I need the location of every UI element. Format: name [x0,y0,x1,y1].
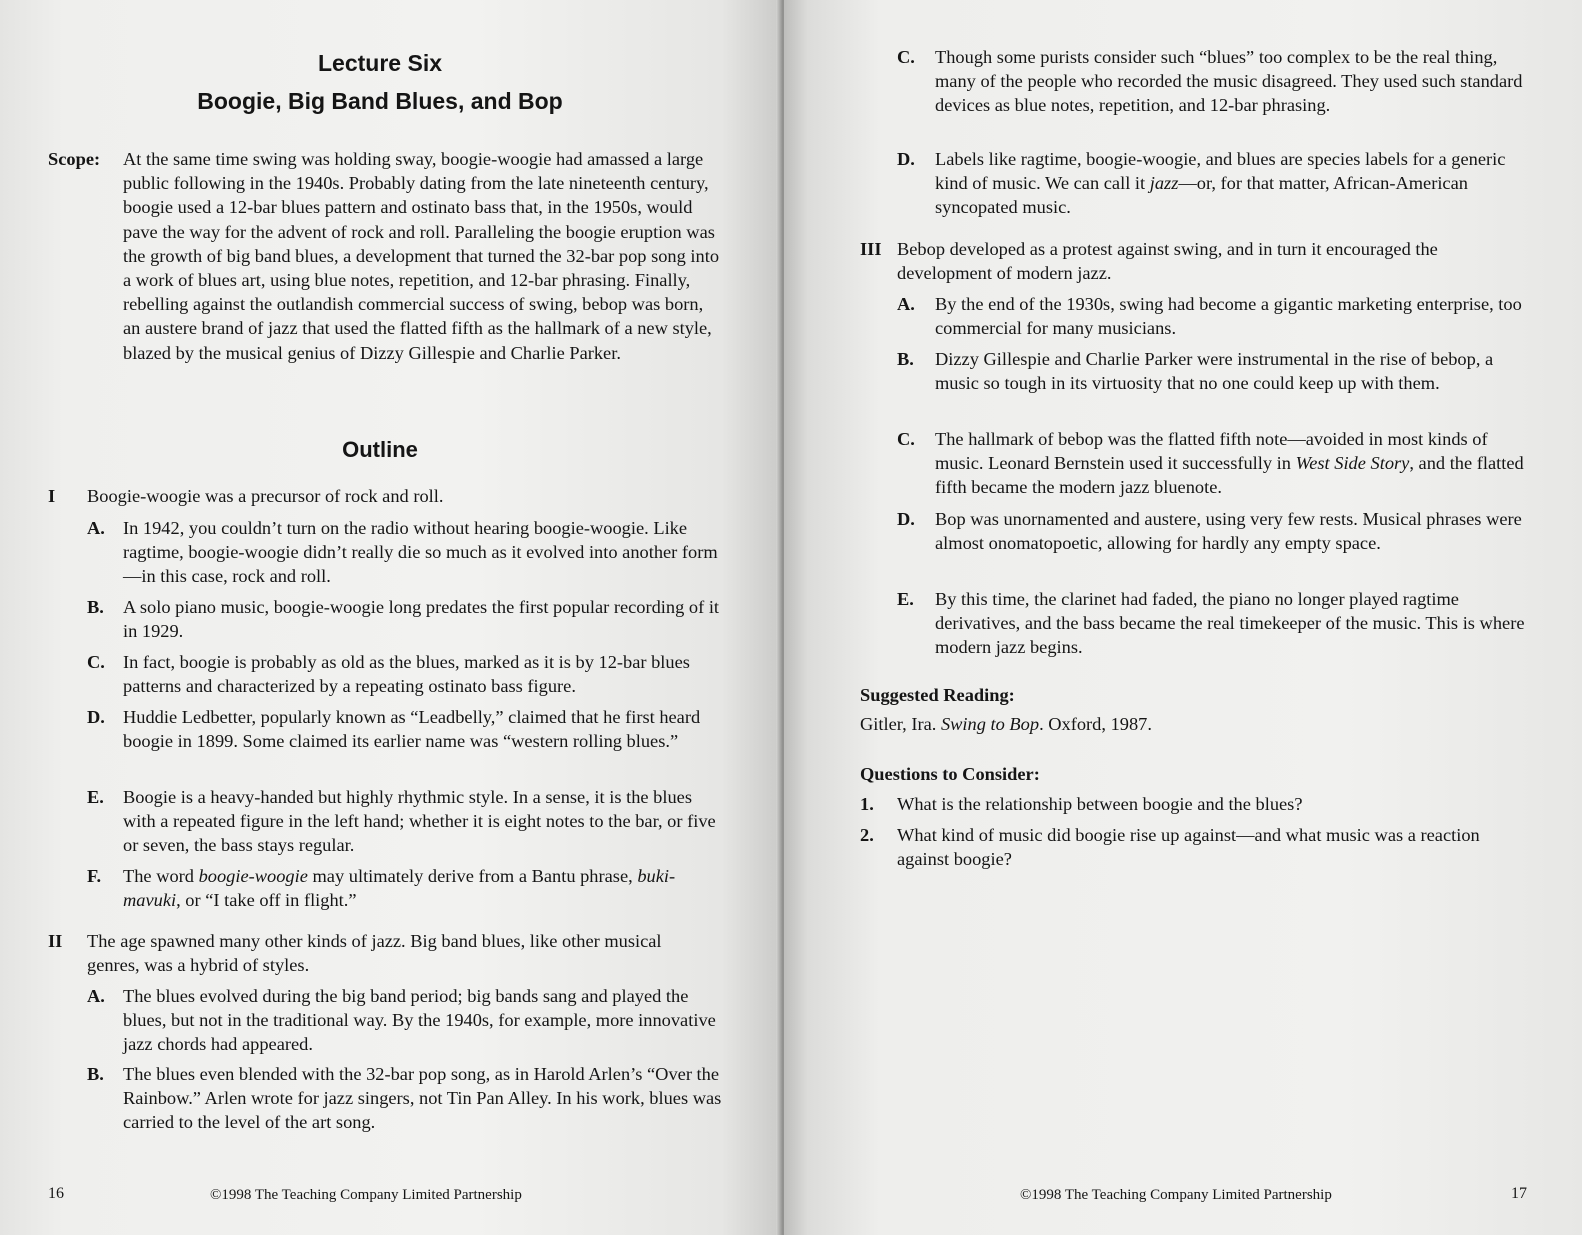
question-text: What kind of music did boogie rise up against—and what music was a reaction against boogie? [897,825,1480,870]
item-letter: B. [87,597,104,617]
item-text: The word [123,866,199,886]
lecture-title: Boogie, Big Band Blues, and Bop [197,88,563,114]
item-text: may ultimately derive from a Bantu phrase, [307,866,638,886]
reading-book-title: Swing to Bop [940,714,1040,734]
page-number: 16 [48,1185,64,1202]
item-letter: C. [897,47,915,67]
scope-text: At the same time swing was holding sway, boogie-woogie had amassed a large public following in the 1940s. Probably dating from the late nineteenth century, boogie used a 12-bar blues pattern and ostinato bass that, in the 1950s, would pave the way for the advent of rock and roll. Paralleling the boogie eruption was the growth of big band blues, a development that turned the 32-bar pop song into a work of blues art, using blue notes, repetition, and 12-bar phrasing. Finally, rebelling against the outlandish commercial success of swing, bebop was born, an austere brand of jazz that used the flatted fifth as the hallmark of a new style, blazed by the musical genius of Dizzy Gillespie and Charlie Parker. [123,149,720,363]
question-number: 2. [860,825,874,845]
section-numeral: I [48,486,56,506]
item-letter: A. [87,986,105,1006]
item-letter: A. [87,518,105,538]
page-number: 17 [1511,1185,1527,1202]
outline-item: By the end of the 1930s, swing had become a gigantic marketing enterprise, too commercial for many musicians. [935,294,1522,339]
item-text: The hallmark of bebop was the flatted fifth note—avoided in most kinds of music. Leonard Bernstein used it successfully in [935,429,1488,474]
questions-heading: Questions to Consider: [860,764,1040,784]
outline-item: Bop was unornamented and austere, using very few rests. Musical phrases were almost onomatopoetic, allowing for hardly any empty space. [935,509,1522,554]
item-letter: D. [897,149,915,169]
item-letter: D. [87,707,105,727]
reading-publisher: . Oxford, 1987. [1039,714,1152,734]
item-letter: A. [897,294,915,314]
item-letter: D. [897,509,915,529]
outline-item: Huddie Ledbetter, popularly known as “Leadbelly,” claimed that he first heard boogie in 1899. Some claimed its earlier name was “western rolling blues.” [123,707,701,752]
item-letter: E. [897,589,914,609]
copyright: ©1998 The Teaching Company Limited Partnership [210,1187,522,1203]
left-page [0,0,784,1235]
suggested-reading-heading: Suggested Reading: [860,685,1015,705]
section-heading: Boogie-woogie was a precursor of rock and roll. [87,486,444,506]
outline-item: In fact, boogie is probably as old as the blues, marked as it is by 12-bar blues patterns and characterized by a repeating ostinato bass figure. [123,652,690,697]
item-letter: E. [87,787,104,807]
item-letter: F. [87,866,102,886]
outline-item [935,427,1535,500]
section-heading: The age spawned many other kinds of jazz. Big band blues, like other musical genres, was a hybrid of styles. [87,931,662,976]
outline-item [935,147,1535,220]
outline-item: The blues evolved during the big band period; big bands sang and played the blues, but not in the traditional way. By the 1940s, for example, more innovative jazz chords had appeared. [123,986,716,1055]
item-text: , and the flatted fifth became the modern jazz bluenote. [935,453,1524,498]
outline-item: By this time, the clarinet had faded, the piano no longer played ragtime derivatives, and the bass became the real timekeeper of the music. This is where modern jazz begins. [935,589,1525,658]
outline-item: Dizzy Gillespie and Charlie Parker were instrumental in the rise of bebop, a music so tough in its virtuosity that no one could keep up with them. [935,349,1494,394]
section-numeral: II [48,931,63,951]
outline-heading: Outline [342,437,418,462]
outline-item: The blues even blended with the 32-bar pop song, as in Harold Arlen’s “Over the Rainbow.” Arlen wrote for jazz singers, not Tin Pan Alley. In his work, blues was carried to the level of the art song. [123,1064,722,1133]
item-italic-term: buki-mavuki [123,866,676,911]
scope-label: Scope: [48,149,101,169]
item-letter: B. [87,1064,104,1084]
section-heading: Bebop developed as a protest against swing, and in turn it encouraged the development of modern jazz. [897,239,1438,284]
outline-item: Though some purists consider such “blues” too complex to be the real thing, many of the people who recorded the music disagreed. They used such standard devices as blue notes, repetition, and 12-bar phrasing. [935,47,1523,116]
item-text: —or, for that matter, African-American syncopated music. [935,173,1468,218]
item-italic-term: boogie-woogie [198,866,308,886]
item-letter: B. [897,349,914,369]
question-text: What is the relationship between boogie and the blues? [897,794,1303,814]
item-italic-term: jazz [1149,173,1179,194]
item-letter: C. [897,429,915,449]
item-letter: C. [87,652,105,672]
reading-author: Gitler, Ira. [860,714,941,734]
section-numeral: III [860,239,882,259]
outline-item: In 1942, you couldn’t turn on the radio without hearing boogie-woogie. Like ragtime, boogie-woogie didn’t really die so much as it evolved into another form—in this case, rock and roll. [123,518,718,587]
outline-item: A solo piano music, boogie-woogie long predates the first popular recording of it in 1929. [123,597,720,642]
outline-item: Boogie is a heavy-handed but highly rhythmic style. In a sense, it is the blues with a repeated figure in the left hand; whether it is eight notes to the bar, or five or seven, the bass stays regular. [123,787,716,856]
lecture-number: Lecture Six [318,50,442,76]
outline-item [123,864,723,912]
item-italic-term: West Side Story [1295,453,1410,474]
item-text: , or “I take off in flight.” [176,890,357,911]
item-text: Labels like ragtime, boogie-woogie, and blues are species labels for a generic kind of music. We can call it [935,149,1506,194]
question-number: 1. [860,794,874,814]
right-page [784,0,1582,1235]
copyright: ©1998 The Teaching Company Limited Partnership [1020,1187,1332,1203]
suggested-reading-entry [860,712,1500,736]
